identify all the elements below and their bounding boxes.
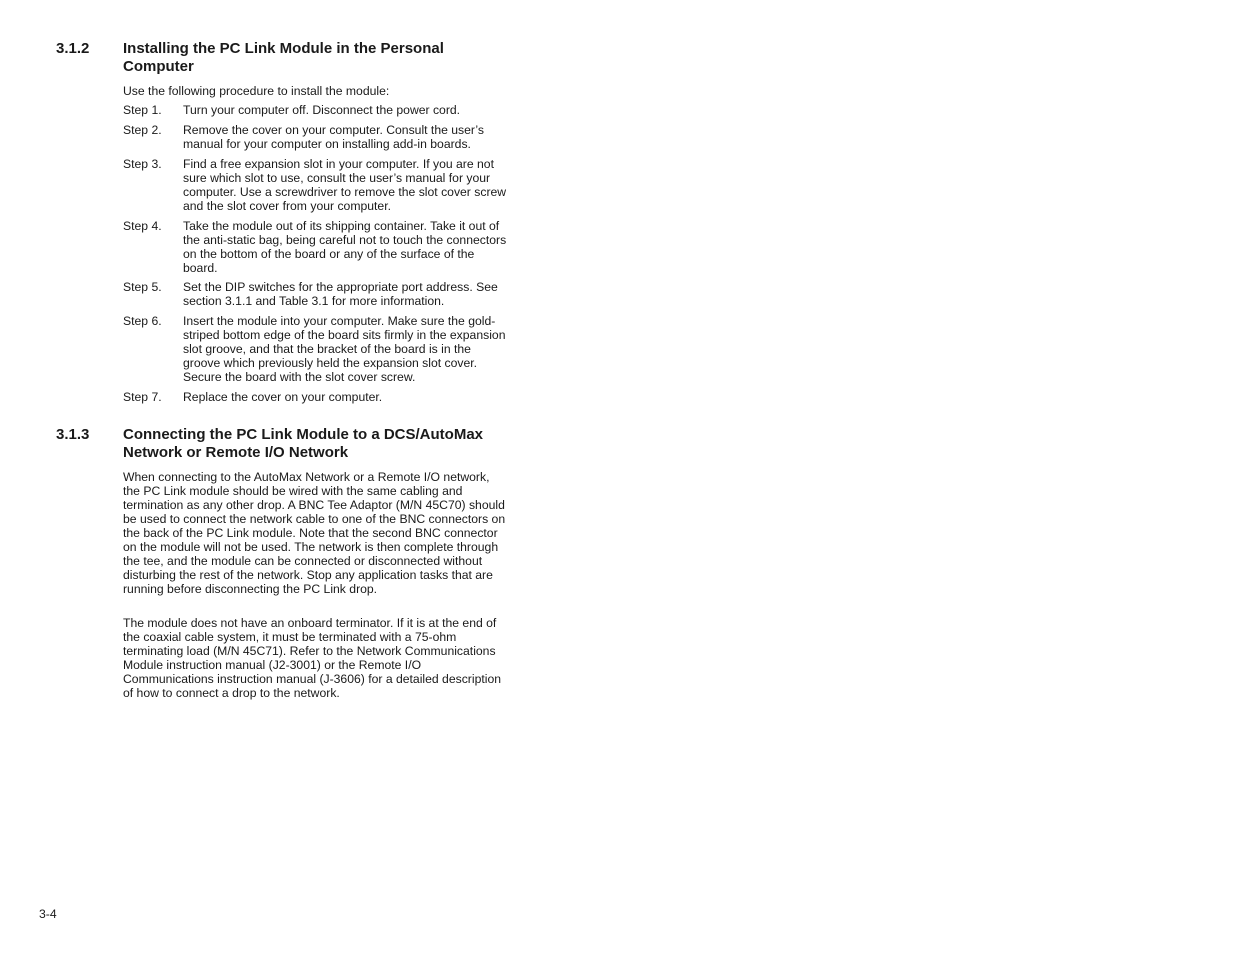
step-label: Step 4. — [123, 219, 162, 233]
step-text: Insert the module into your computer. Make sure the gold-striped bottom edge of the board sits firmly in the expansion slot groove, and that the bracket of the board is in the groove which previously held the expansion slot cover. Secure the board with the slot cover screw. — [183, 314, 506, 384]
step-text: Take the module out of its shipping container. Take it out of the anti-static bag, being careful not to touch the connectors on the bottom of the board or any of the surface of the board. — [183, 219, 507, 275]
procedure-intro: Use the following procedure to install the module: — [123, 84, 390, 98]
section-title: Installing the PC Link Module in the Personal Computer — [123, 40, 444, 75]
step-text: Set the DIP switches for the appropriate port address. See section 3.1.1 and Table 3.1 for more information. — [183, 280, 498, 308]
step-label: Step 3. — [123, 157, 162, 171]
step-label: Step 1. — [123, 103, 162, 117]
step-label: Step 2. — [123, 123, 162, 137]
step-text: Replace the cover on your computer. — [183, 390, 383, 404]
step-label: Step 6. — [123, 314, 162, 328]
step-text: Find a free expansion slot in your computer. If you are not sure which slot to use, consult the user’s manual for your computer. Use a screwdriver to remove the slot cover screw and the slot cover from your computer. — [183, 157, 507, 213]
section-title: Connecting the PC Link Module to a DCS/AutoMax Network or Remote I/O Network — [123, 426, 483, 461]
paragraph-network-connection: When connecting to the AutoMax Network or a Remote I/O network, the PC Link module should be wired with the same cabling and termination as any other drop. A BNC Tee Adaptor (M/N 45C70) should be used to connect the network cable to one of the BNC connectors on the back of the PC Link module. Note that the second BNC connector on the module will not be used. The network is then complete through the tee, and the module can be connected or disconnected without disturbing the rest of the network. Stop any application tasks that are running before disconnecting the PC Link drop. — [123, 470, 506, 596]
step-label: Step 7. — [123, 390, 162, 404]
step-text: Remove the cover on your computer. Consult the user’s manual for your computer on installing add-in boards. — [183, 123, 485, 151]
step-label: Step 5. — [123, 280, 162, 294]
page-number: 3-4 — [39, 907, 57, 921]
step-text: Turn your computer off. Disconnect the power cord. — [183, 103, 461, 117]
paragraph-terminator: The module does not have an onboard terminator. If it is at the end of the coaxial cable system, it must be terminated with a 75-ohm terminating load (M/N 45C71). Refer to the Network Communications Module instruction manual (J2-3001) or the Remote I/O Communications instruction manual (J-3606) for a detailed description of how to connect a drop to the network. — [123, 616, 501, 700]
section-number: 3.1.2 — [56, 40, 90, 57]
section-number: 3.1.3 — [56, 426, 90, 443]
